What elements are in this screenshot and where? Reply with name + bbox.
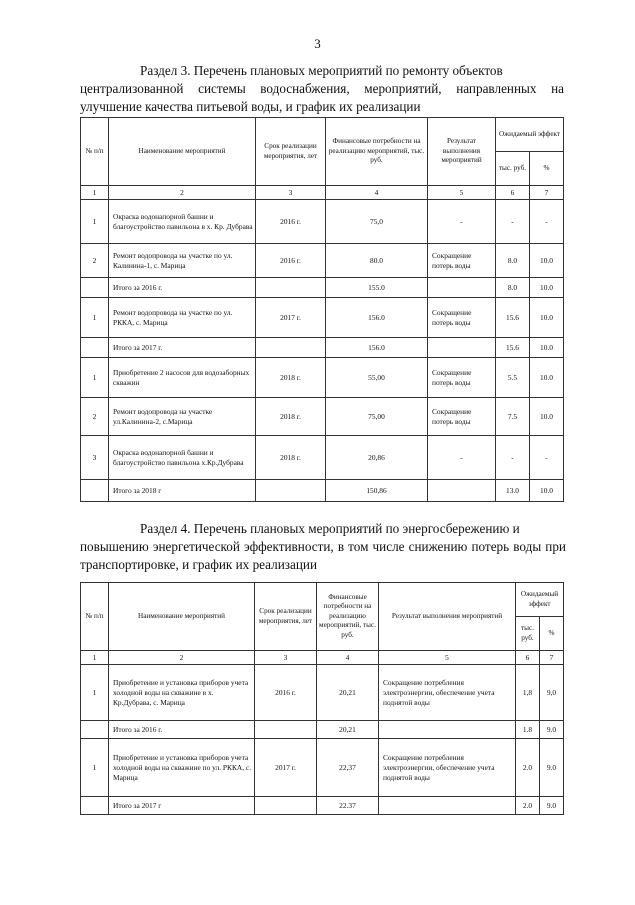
colnum-cell: 4 <box>326 186 428 200</box>
row-rub: - <box>496 436 530 480</box>
row-term: 2016 г. <box>255 665 317 721</box>
row-rub: 2.0 <box>516 797 540 815</box>
col-header-name: Наименование мероприятий <box>109 118 256 186</box>
colnum-cell: 6 <box>516 651 540 665</box>
row-finance: 156.0 <box>326 338 428 358</box>
row-term: 2018 г. <box>256 436 326 480</box>
row-term: 2018 г. <box>256 358 326 398</box>
row-finance: 55,00 <box>326 358 428 398</box>
row-pct: - <box>530 436 564 480</box>
row-result <box>379 721 516 739</box>
section-4-heading-line1: Раздел 4. Перечень плановых мероприятий по энергосбережению и <box>140 521 520 536</box>
row-name: Приобретение 2 насосов для водозаборных скважин <box>109 358 256 398</box>
row-name: Итого за 2017 г. <box>109 338 256 358</box>
colnum-cell: 2 <box>109 651 255 665</box>
colnum-cell: 5 <box>428 186 496 200</box>
col-header-effect: Ожидаемый эффект <box>496 118 564 152</box>
row-term <box>255 721 317 739</box>
table-row <box>81 665 564 721</box>
row-result: Сокращение потерь воды <box>428 244 496 278</box>
row-finance: 150,86 <box>326 480 428 502</box>
row-num: 2 <box>81 398 109 436</box>
row-finance: 80.0 <box>326 244 428 278</box>
row-num: 1 <box>81 358 109 398</box>
row-result: Сокращение потерь воды <box>428 398 496 436</box>
row-pct: 9.0 <box>540 739 564 797</box>
section-3-heading <box>80 62 564 116</box>
row-term <box>256 338 326 358</box>
subtotal-row <box>81 480 564 502</box>
col-header-result: Результат выполнения мероприятий <box>379 583 516 651</box>
col-header-term: Срок реализации мероприятия, лет <box>255 583 317 651</box>
row-finance: 155.0 <box>326 278 428 298</box>
colnum-cell: 7 <box>530 186 564 200</box>
section-4-heading <box>80 520 566 574</box>
row-name: Итого за 2018 г <box>109 480 256 502</box>
colnum-cell: 2 <box>109 186 256 200</box>
row-name: Приобретение и установка приборов учета холодной воды на скважине по ул. РККА, с. Марица <box>109 739 255 797</box>
row-name: Ремонт водопровода на участке по ул. Калинина-1, с. Марица <box>109 244 256 278</box>
row-term <box>256 480 326 502</box>
row-result: - <box>428 200 496 244</box>
row-result: Сокращение потребления электроэнергии, обеспечение учета поднятой воды <box>379 665 516 721</box>
col-header-effect-pct: % <box>540 617 564 651</box>
subtotal-row <box>81 721 564 739</box>
row-finance: 75,0 <box>326 200 428 244</box>
row-pct: 9,0 <box>540 665 564 721</box>
colnum-cell: 6 <box>496 186 530 200</box>
col-header-finance: Финансовые потребности на реализацию мероприятий, тыс. руб. <box>326 118 428 186</box>
row-name: Итого за 2016 г. <box>109 721 255 739</box>
row-result <box>428 278 496 298</box>
colnum-cell: 3 <box>256 186 326 200</box>
row-name: Итого за 2016 г. <box>109 278 256 298</box>
row-num <box>81 338 109 358</box>
row-finance: 22,37 <box>317 739 379 797</box>
col-header-effect-rub: тыс. руб. <box>496 152 530 186</box>
row-rub: 1.8 <box>516 721 540 739</box>
subtotal-row <box>81 278 564 298</box>
row-num <box>81 721 109 739</box>
row-rub: 5.5 <box>496 358 530 398</box>
row-name: Ремонт водопровода на участке по ул. РККА, с. Марица <box>109 298 256 338</box>
row-finance: 20,86 <box>326 436 428 480</box>
colnum-cell: 4 <box>317 651 379 665</box>
row-pct: 10.0 <box>530 338 564 358</box>
row-rub: 15.6 <box>496 338 530 358</box>
row-rub: 8.0 <box>496 244 530 278</box>
colnum-cell: 1 <box>81 651 109 665</box>
row-rub: 2.0 <box>516 739 540 797</box>
row-pct: 10.0 <box>530 358 564 398</box>
colnum-cell: 7 <box>540 651 564 665</box>
row-num: 1 <box>81 200 109 244</box>
table-row <box>81 436 564 480</box>
row-result: Сокращение потерь воды <box>428 298 496 338</box>
column-number-row <box>81 651 564 665</box>
row-finance: 22.37 <box>317 797 379 815</box>
row-rub: 15.6 <box>496 298 530 338</box>
col-header-effect-pct: % <box>530 152 564 186</box>
table-row <box>81 200 564 244</box>
col-header-name: Наименование мероприятий <box>109 583 255 651</box>
row-name: Итого за 2017 г <box>109 797 255 815</box>
row-num <box>81 278 109 298</box>
col-header-effect: Ожидаемый эффект <box>516 583 564 617</box>
row-finance: 20,21 <box>317 665 379 721</box>
row-pct: 10.0 <box>530 398 564 436</box>
section-4-table <box>80 582 564 815</box>
table-row <box>81 398 564 436</box>
col-header-term: Срок реализации мероприятия, лет <box>256 118 326 186</box>
colnum-cell: 5 <box>379 651 516 665</box>
section-3-heading-line1: Раздел 3. Перечень плановых мероприятий по ремонту объектов <box>140 63 503 78</box>
row-result <box>428 338 496 358</box>
row-result <box>428 480 496 502</box>
row-rub: 1,8 <box>516 665 540 721</box>
row-name: Приобретение и установка приборов учета холодной воды на скважине в х. Кр.Дубрава, с. Марица <box>109 665 255 721</box>
row-pct: 9.0 <box>540 721 564 739</box>
row-pct: - <box>530 200 564 244</box>
row-name: Ремонт водопровода на участке ул.Калинина-2, с.Марица <box>109 398 256 436</box>
subtotal-row <box>81 338 564 358</box>
row-result: Сокращение потребления электроэнергии, обеспечение учета поднятой воды <box>379 739 516 797</box>
section-3-table <box>80 117 564 502</box>
column-number-row <box>81 186 564 200</box>
row-term <box>255 797 317 815</box>
row-pct: 10.0 <box>530 244 564 278</box>
row-rub: 13.0 <box>496 480 530 502</box>
row-result: - <box>428 436 496 480</box>
col-header-effect-rub: тыс. руб. <box>516 617 540 651</box>
table-row <box>81 244 564 278</box>
row-num: 1 <box>81 298 109 338</box>
row-num: 3 <box>81 436 109 480</box>
row-pct: 9.0 <box>540 797 564 815</box>
row-term: 2016 г. <box>256 244 326 278</box>
col-header-result: Результат выполнения мероприятий <box>428 118 496 186</box>
row-pct: 10.0 <box>530 278 564 298</box>
subtotal-row <box>81 797 564 815</box>
col-header-finance: Финансовые потребности на реализацию мероприятий, тыс. руб. <box>317 583 379 651</box>
row-term <box>256 278 326 298</box>
row-num <box>81 797 109 815</box>
row-num <box>81 480 109 502</box>
section-3-heading-rest: централизованной системы водоснабжения, мероприятий, направленных на улучшение качества питьевой воды, и график их реализации <box>80 81 564 114</box>
row-rub: 7.5 <box>496 398 530 436</box>
col-header-num: № п/п <box>81 118 109 186</box>
row-rub: 8.0 <box>496 278 530 298</box>
table-row <box>81 298 564 338</box>
row-num: 1 <box>81 739 109 797</box>
row-term: 2017 г. <box>255 739 317 797</box>
row-term: 2016 г. <box>256 200 326 244</box>
row-name: Окраска водонапорной башни и благоустройство павильона х.Кр.Дубрава <box>109 436 256 480</box>
row-finance: 156.0 <box>326 298 428 338</box>
row-term: 2018 г. <box>256 398 326 436</box>
table-row <box>81 358 564 398</box>
table-row <box>81 739 564 797</box>
colnum-cell: 3 <box>255 651 317 665</box>
row-num: 2 <box>81 244 109 278</box>
row-term: 2017 г. <box>256 298 326 338</box>
page-number: 3 <box>314 36 321 51</box>
row-num: 1 <box>81 665 109 721</box>
colnum-cell: 1 <box>81 186 109 200</box>
row-name: Окраска водонапорной башни и благоустройство павильона в х. Кр. Дубрава <box>109 200 256 244</box>
row-finance: 75,00 <box>326 398 428 436</box>
row-result <box>379 797 516 815</box>
col-header-num: № п/п <box>81 583 109 651</box>
row-pct: 10.0 <box>530 480 564 502</box>
row-rub: - <box>496 200 530 244</box>
section-4-heading-rest: повышению энергетической эффективности, в том числе снижению потерь воды при транспортировке, и график их реализации <box>80 539 566 572</box>
row-result: Сокращение потерь воды <box>428 358 496 398</box>
row-pct: 10.0 <box>530 298 564 338</box>
row-finance: 20,21 <box>317 721 379 739</box>
